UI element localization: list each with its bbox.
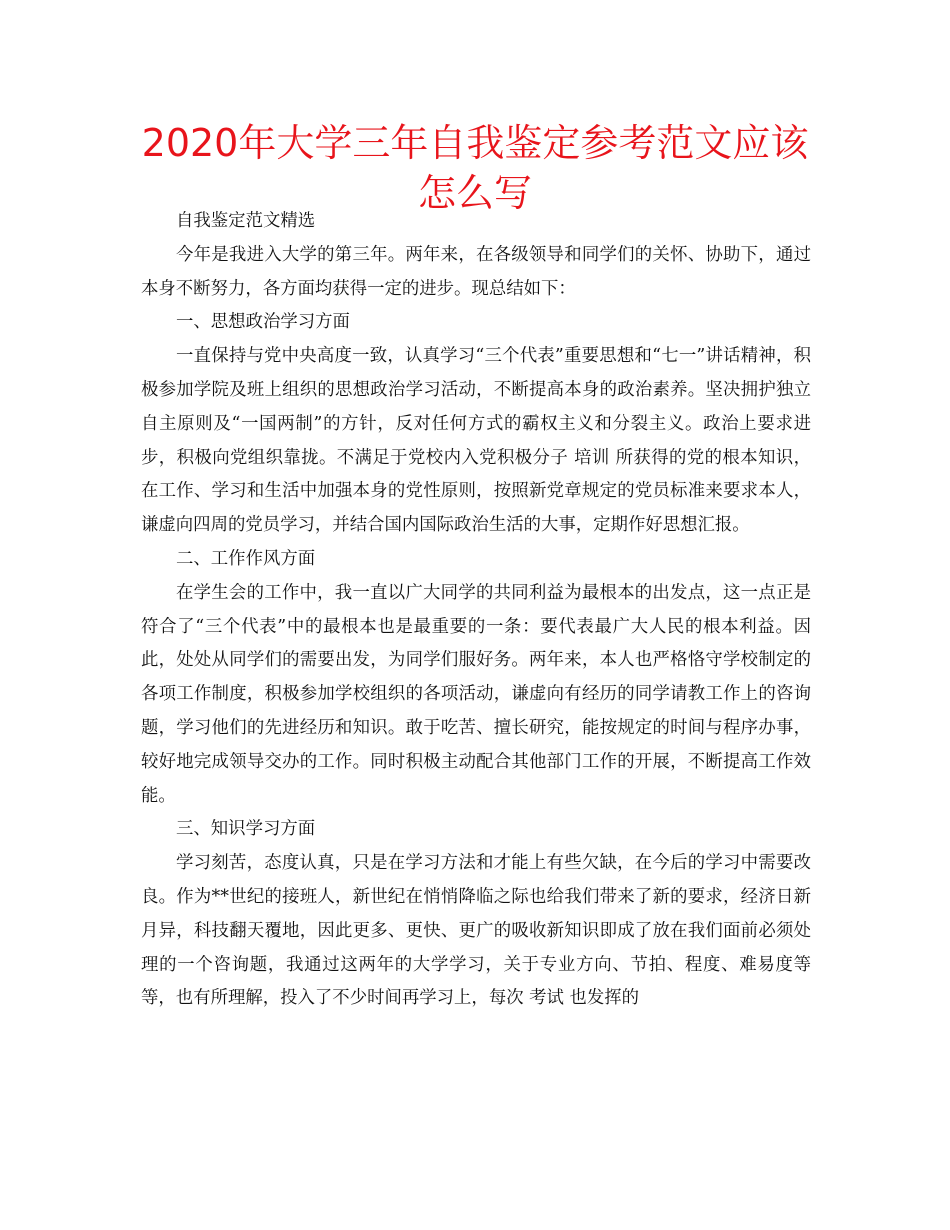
study-paragraph: 学习刻苦，态度认真，只是在学习方法和才能上有些欠缺，在今后的学习中需要改良。作为**世纪的接班人，新世纪在悄悄降临之际也给我们带来了新的要求，经济日新月异，科技翻天覆地，因此更多、更快、更广的吸收新知识即成了放在我们面前必须处理的一个咨询题，我通过这两年的大学学习，关于专业方向、节拍、程度、难易度等等，也有所理解，投入了不少时间再学习上，每次 考试 也发挥的 <box>141 853 811 1009</box>
section-heading-study: 三、知识学习方面 <box>176 819 316 840</box>
section-heading-work: 二、工作作风方面 <box>176 548 316 569</box>
intro-paragraph: 今年是我进入大学的第三年。两年来，在各级领导和同学们的关怀、协助下，通过本身不断努力，各方面均获得一定的进步。现总结如下： <box>141 244 811 299</box>
subtitle-paragraph: 自我鉴定范文精选 <box>176 211 316 231</box>
political-paragraph: 一直保持与党中央高度一致，认真学习“三个代表”重要思想和“七一”讲话精神，积极参加学院及班上组织的思想政治学习活动，不断提高本身的政治素养。坚决拥护独立自主原则及“一国两制”的方针，反对任何方式的霸权主义和分裂主义。政治上要求进步，积极向党组织靠拢。不满足于党校内入党积极分子 培训 所获得的党的根本知识，在工作、学习和生活中加强本身的党性原则，按照新党章规定的党员标准来要求本人，谦虚向四周的党员学习，并结合国内国际政治生活的大事，定期作好思想汇报。 <box>141 346 811 536</box>
document-title: 2020年大学三年自我鉴定参考范文应该怎么写 <box>141 121 809 215</box>
section-heading-political: 一、思想政治学习方面 <box>176 312 350 333</box>
document-body <box>141 205 811 1016</box>
work-paragraph: 在学生会的工作中，我一直以广大同学的共同利益为最根本的出发点，这一点正是符合了“三个代表”中的最根本也是最重要的一条：要代表最广大人民的根本利益。因此，处处从同学们的需要出发，为同学们服好务。两年来，本人也严格恪守学校制定的各项工作制度，积极参加学校组织的各项活动，谦虚向有经历的同学请教工作上的咨询题，学习他们的先进经历和知识。敢于吃苦、擅长研究，能按规定的时间与程序办事，较好地完成领导交办的工作。同时积极主动配合其他部门工作的开展，不断提高工作效能。 <box>141 582 811 806</box>
